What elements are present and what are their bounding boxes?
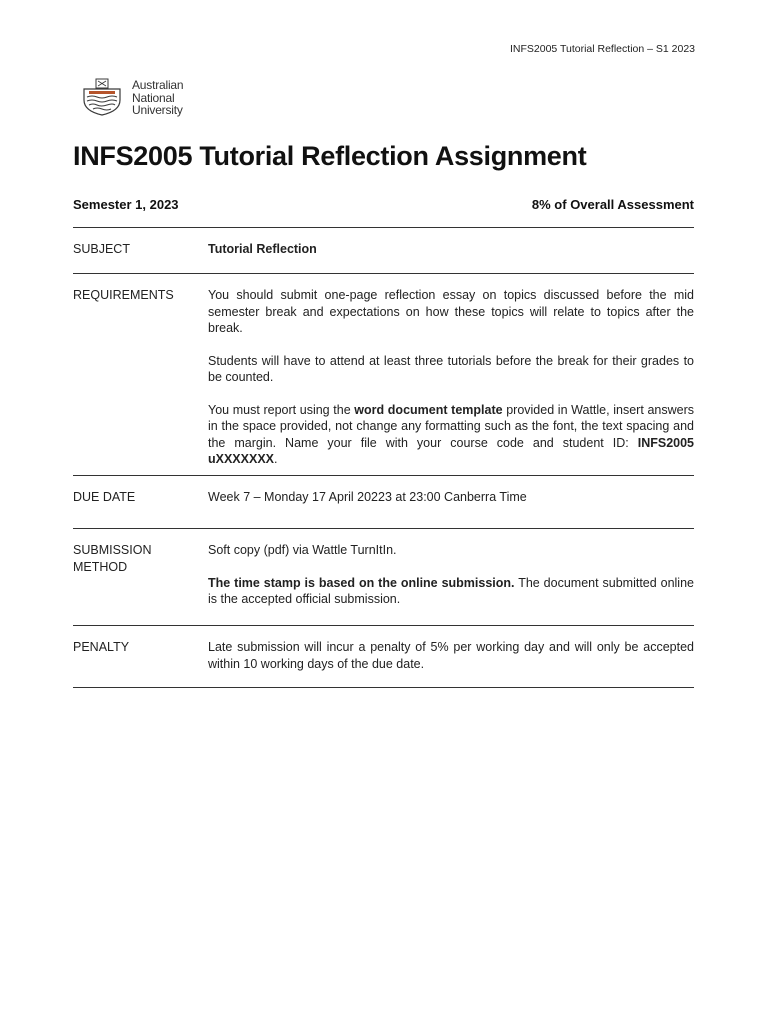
table-row-submission-method	[73, 528, 694, 625]
row-label-penalty: PENALTY	[73, 640, 130, 654]
row-label-submission-method: SUBMISSION METHOD	[73, 543, 152, 574]
timestamp-emphasis: The time stamp is based on the online submission.	[208, 575, 515, 590]
running-header: INFS2005 Tutorial Reflection – S1 2023	[509, 43, 695, 55]
due-date-value: Week 7 – Monday 17 April 20223 at 23:00 Canberra Time	[208, 490, 527, 504]
submission-text: The document submitted online is the accepted official submission.	[208, 575, 694, 606]
submission-paragraph-1: Soft copy (pdf) via Wattle TurnItIn.	[208, 543, 397, 557]
logo-line-1: Australian	[132, 78, 184, 92]
anu-logo	[80, 78, 183, 117]
subject-value: Tutorial Reflection	[208, 242, 317, 256]
page-title: INFS2005 Tutorial Reflection Assignment	[73, 141, 587, 171]
row-label-requirements: REQUIREMENTS	[73, 288, 174, 302]
requirements-paragraph-2: Students will have to attend at least three tutorials before the break for their grades to be counted.	[208, 353, 694, 384]
requirements-text: .	[274, 452, 278, 466]
logo-wordmark	[132, 79, 183, 117]
submission-paragraph-2	[208, 575, 694, 608]
assessment-weight: 8% of Overall Assessment	[531, 197, 694, 212]
table-row-requirements	[73, 273, 694, 475]
meta-row	[73, 197, 694, 212]
file-name-format: INFS2005 uXXXXXXX	[208, 435, 694, 466]
anu-crest-icon	[80, 78, 124, 116]
table-row-subject	[73, 227, 694, 273]
word-template-emphasis: word document template	[354, 402, 503, 417]
table-row-penalty	[73, 625, 694, 688]
row-content-subject	[208, 228, 694, 273]
row-content-submission-method	[208, 529, 694, 625]
logo-line-3: University	[132, 103, 183, 117]
assignment-details-table	[73, 227, 694, 688]
table-row-due-date	[73, 475, 694, 528]
row-content-requirements	[208, 274, 694, 475]
requirements-text: You must report using the	[208, 402, 355, 417]
requirements-paragraph-1: You should submit one-page reflection essay on topics discussed before the mid semester break and expectations on how these topics will relate to topics after the break.	[208, 288, 694, 335]
row-label-due-date: DUE DATE	[73, 490, 136, 504]
logo-line-2: National	[132, 90, 175, 105]
requirements-text: provided in Wattle, insert answers in the space provided, not change any formatting such as the font, the text spacing and the margin. Name your file with your course code and student ID:	[208, 402, 694, 450]
semester-label: Semester 1, 2023	[73, 197, 179, 212]
penalty-value: Late submission will incur a penalty of 5% per working day and will only be accepted within 10 working days of the due date.	[208, 640, 694, 671]
row-label-subject: SUBJECT	[73, 242, 130, 256]
requirements-paragraph-3	[208, 402, 694, 468]
